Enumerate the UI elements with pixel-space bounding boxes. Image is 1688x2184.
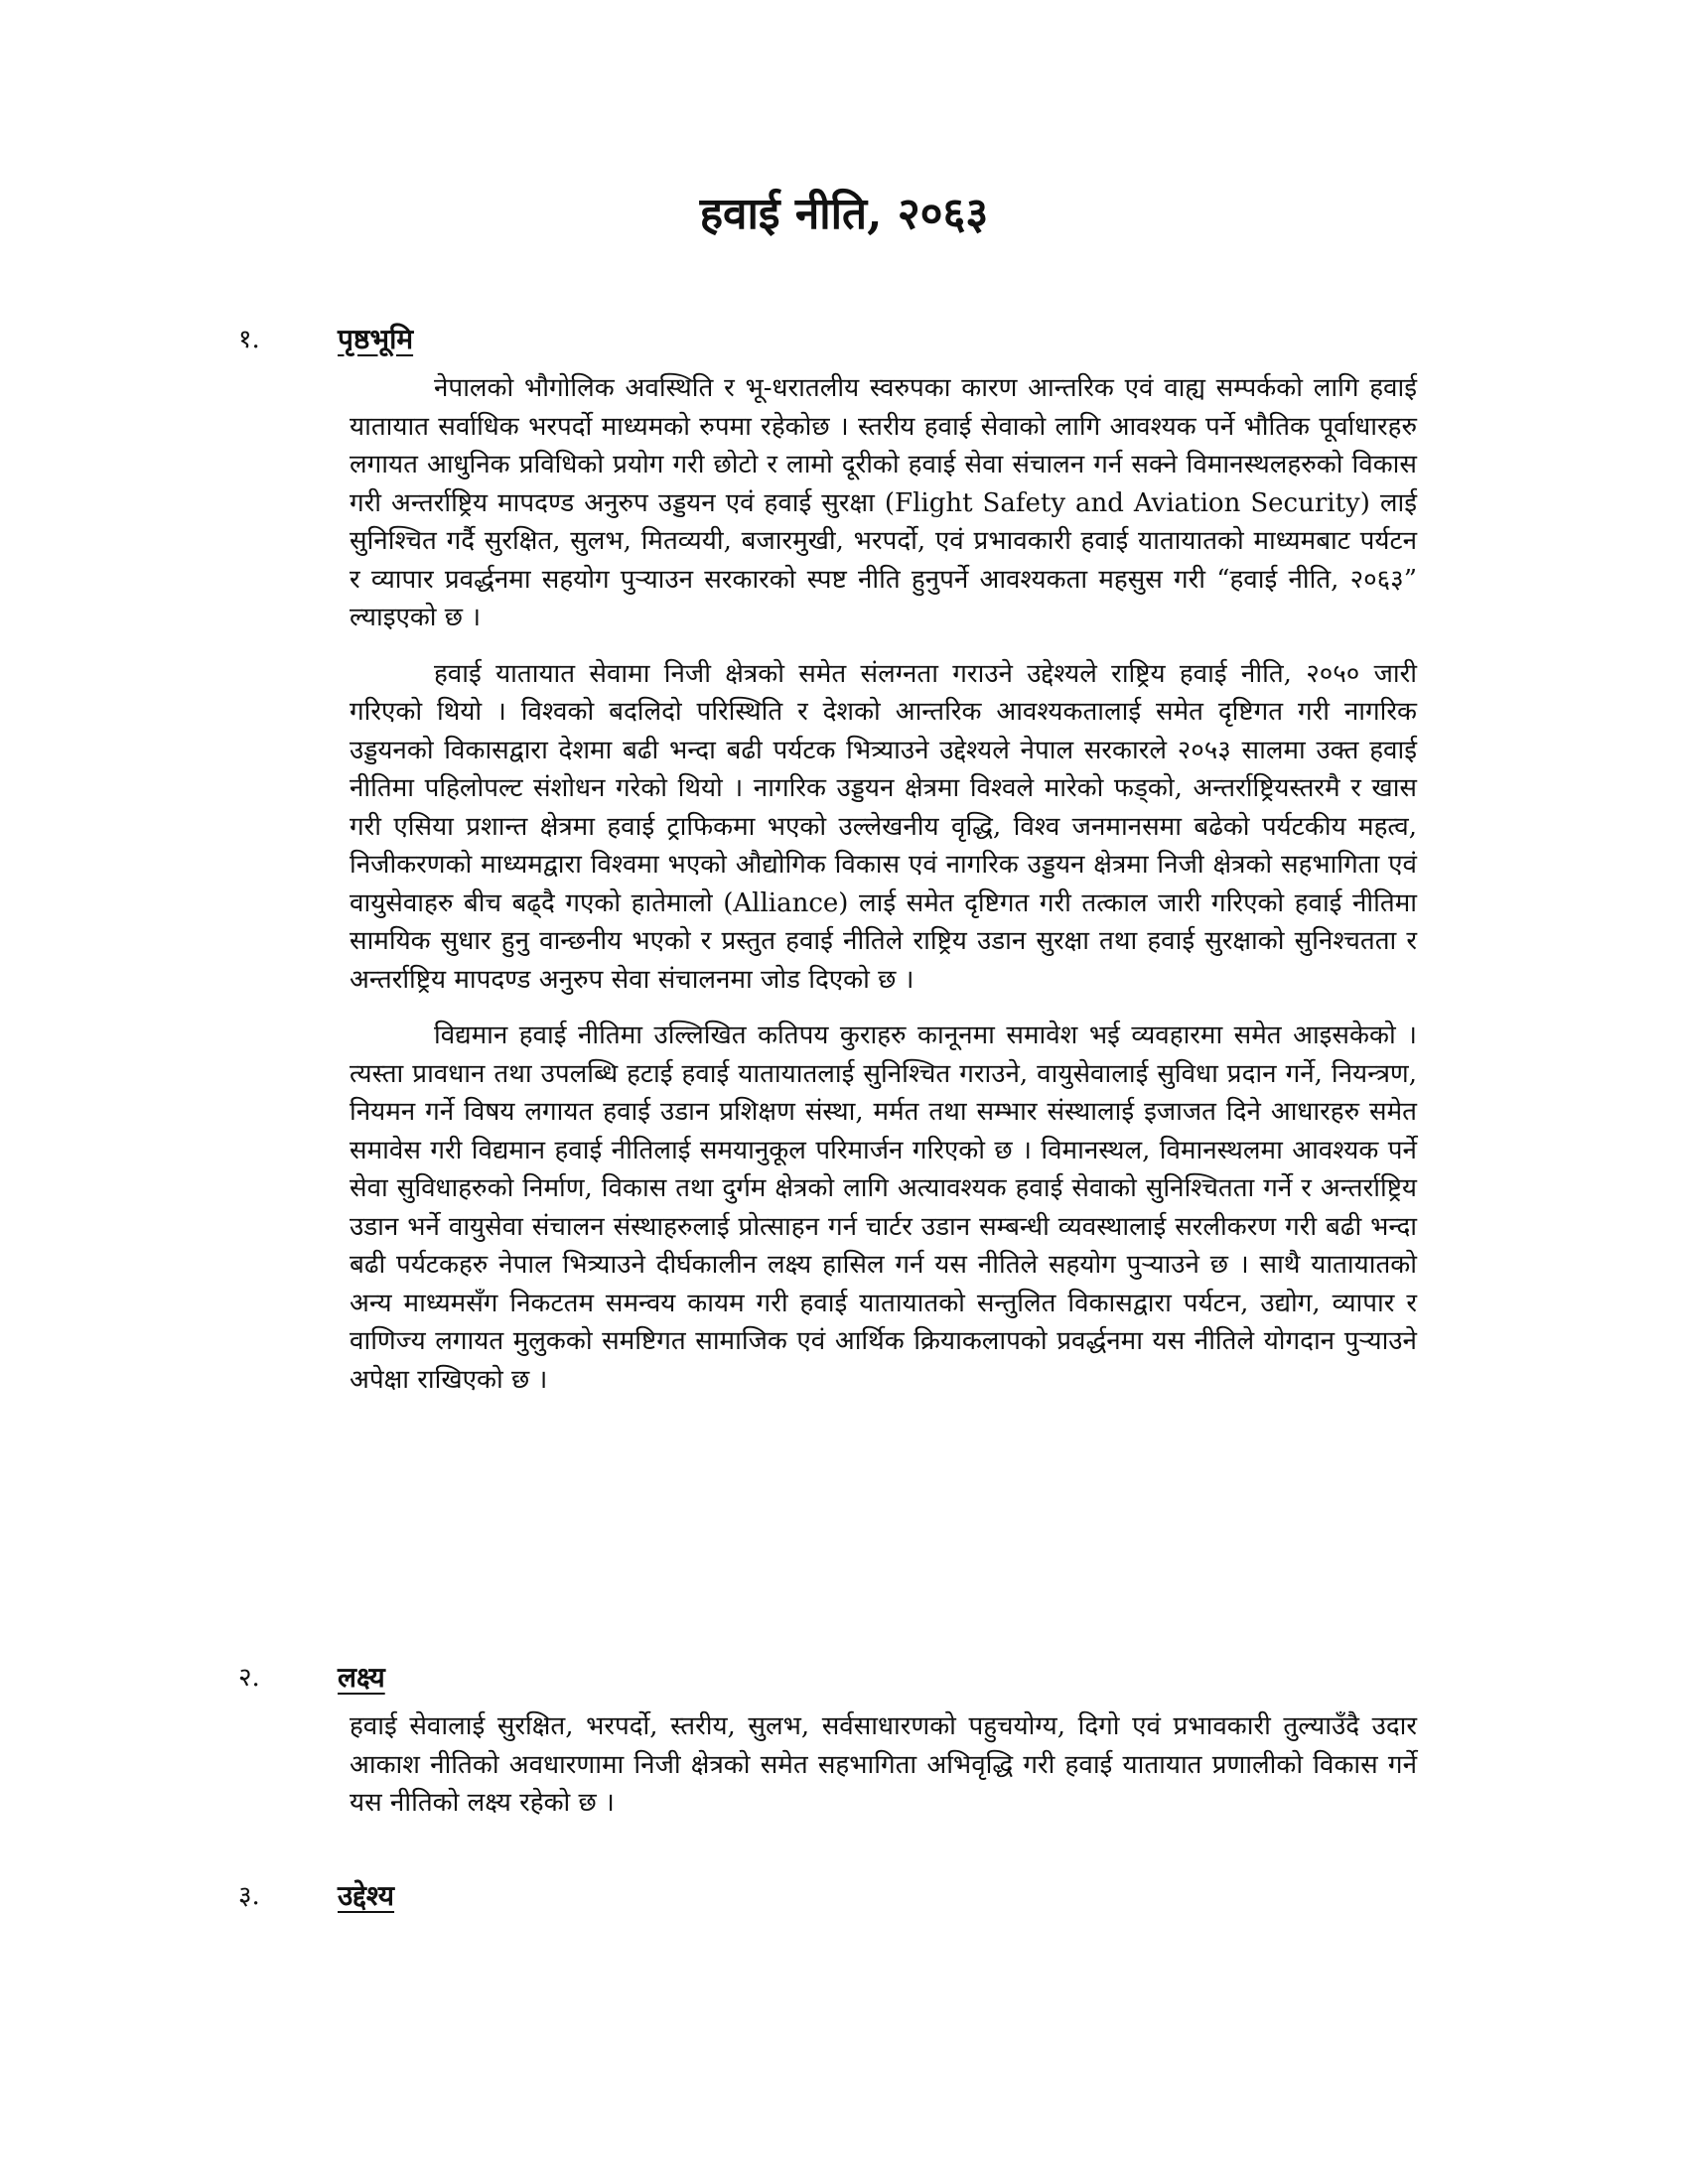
- document-title: हवाई नीति, २०६३: [699, 189, 989, 239]
- section-number: २.: [238, 1663, 260, 1693]
- section-number: ३.: [238, 1881, 260, 1911]
- paragraph: विद्यमान हवाई नीतिमा उल्लिखित कतिपय कुराहरु कानूनमा समावेश भई व्यवहारमा समेत आइसकेको । त्यस्ता प्रावधान तथा उपलब्धि हटाई हवाई यातायातलाई सुनिश्चित गराउने, वायुसेवालाई सुविधा प्रदान गर्ने, नियन्त्रण, नियमन गर्ने विषय लगायत हवाई उडान प्रशिक्षण संस्था, मर्मत तथा सम्भार संस्थालाई इजाजत दिने आधारहरु समेत समावेस गरी विद्यमान हवाई नीतिलाई समयानुकूल परिमार्जन गरिएको छ । विमानस्थल, विमानस्थलमा आवश्यक पर्ने सेवा सुविधाहरुको निर्माण, विकास तथा दुर्गम क्षेत्रको लागि अत्यावश्यक हवाई सेवाको सुनिश्चितता गर्ने र अन्तर्राष्ट्रिय उडान भर्ने वायुसेवा संचालन संस्थाहरुलाई प्रोत्साहन गर्न चार्टर उडान सम्बन्धी व्यवस्थालाई सरलीकरण गरी बढी भन्दा बढी पर्यटकहरु नेपाल भित्र्याउने दीर्घकालीन लक्ष्य हासिल गर्न यस नीतिले सहयोग पुऱ्याउने छ । साथै यातायातको अन्य माध्यमसँग निकटतम समन्वय कायम गरी हवाई यातायातको सन्तुलित विकासद्वारा पर्यटन, उद्योग, व्यापार र वाणिज्य लगायत मुलुकको समष्टिगत सामाजिक एवं आर्थिक क्रियाकलापको प्रवर्द्धनमा यस नीतिले योगदान पुऱ्याउने अपेक्षा राखिएको छ ।: [350, 1021, 1417, 1395]
- section-number: १.: [238, 325, 260, 354]
- paragraph: हवाई यातायात सेवामा निजी क्षेत्रको समेत संलग्नता गराउने उद्देश्यले राष्ट्रिय हवाई नीति, २०५० जारी गरिएको थियो । विश्वको बदलिदो परिस्थिति र देशको आन्तरिक आवश्यकतालाई समेत दृष्टिगत गरी नागरिक उड्डयनको विकासद्वारा देशमा बढी भन्दा बढी पर्यटक भित्र्याउने उद्देश्यले नेपाल सरकारले २०५३ सालमा उक्त हवाई नीतिमा पहिलोपल्ट संशोधन गरेको थियो । नागरिक उड्डयन क्षेत्रमा विश्वले मारेको फड्को, अन्तर्राष्ट्रियस्तरमै र खास गरी एसिया प्रशान्त क्षेत्रमा हवाई ट्राफिकमा भएको उल्लेखनीय वृद्धि, विश्व जनमानसमा बढेको पर्यटकीय महत्व, निजीकरणको माध्यमद्वारा विश्वमा भएको औद्योगिक विकास एवं नागरिक उड्डयन क्षेत्रमा निजी क्षेत्रको सहभागिता एवं वायुसेवाहरु बीच बढ्दै गएको हातेमालो (Alliance) लाई समेत दृष्टिगत गरी तत्काल जारी गरिएको हवाई नीतिमा सामयिक सुधार हुनु वान्छनीय भएको र प्रस्तुत हवाई नीतिले राष्ट्रिय उडान सुरक्षा तथा हवाई सुरक्षाको सुनिश्चतता र अन्तर्राष्ट्रिय मापदण्ड अनुरुप सेवा संचालनमा जोड दिएको छ ।: [350, 658, 1417, 995]
- section-heading: [238, 1876, 1430, 1926]
- paragraph: नेपालको भौगोलिक अवस्थिति र भू-धरातलीय स्वरुपका कारण आन्तरिक एवं वाह्य सम्पर्कको लागि हवाई यातायात सर्वाधिक भरपर्दो माध्यमको रुपमा रहेकोछ । स्तरीय हवाई सेवाको लागि आवश्यक पर्ने भौतिक पूर्वाधारहरु लगायत आधुनिक प्रविधिको प्रयोग गरी छोटो र लामो दूरीको हवाई सेवा संचालन गर्न सक्ने विमानस्थलहरुको विकास गरी अन्तर्राष्ट्रिय मापदण्ड अनुरुप उड्डयन एवं हवाई सुरक्षा (Flight Safety and Aviation Security) लाई सुनिश्चित गर्दै सुरक्षित, सुलभ, मितव्ययी, बजारमुखी, भरपर्दो, एवं प्रभावकारी हवाई यातायातको माध्यमबाट पर्यटन र व्यापार प्रवर्द्धनमा सहयोग पुऱ्याउन सरकारको स्पष्ट नीति हुनुपर्ने आवश्यकता महसुस गरी “हवाई नीति, २०६३” ल्याइएको छ ।: [350, 373, 1417, 632]
- section-objective: [238, 1876, 1430, 1926]
- section-title: उद्देश्य: [338, 1879, 395, 1912]
- section-heading: [238, 1658, 1430, 1707]
- section-goal: [238, 1658, 1430, 1823]
- section-title: पृष्ठभूमि: [338, 323, 414, 355]
- section-heading: [238, 320, 1430, 369]
- section-background: [238, 320, 1430, 1399]
- section-title: लक्ष्य: [338, 1661, 385, 1694]
- paragraph: हवाई सेवालाई सुरक्षित, भरपर्दो, स्तरीय, सुलभ, सर्वसाधारणको पहुचयोग्य, दिगो एवं प्रभावकारी तुल्याउँदै उदार आकाश नीतिको अवधारणामा निजी क्षेत्रको समेत सहभागिता अभिवृद्धि गरी हवाई यातायात प्रणालीको विकास गर्ने यस नीतिको लक्ष्य रहेको छ ।: [350, 1711, 1417, 1818]
